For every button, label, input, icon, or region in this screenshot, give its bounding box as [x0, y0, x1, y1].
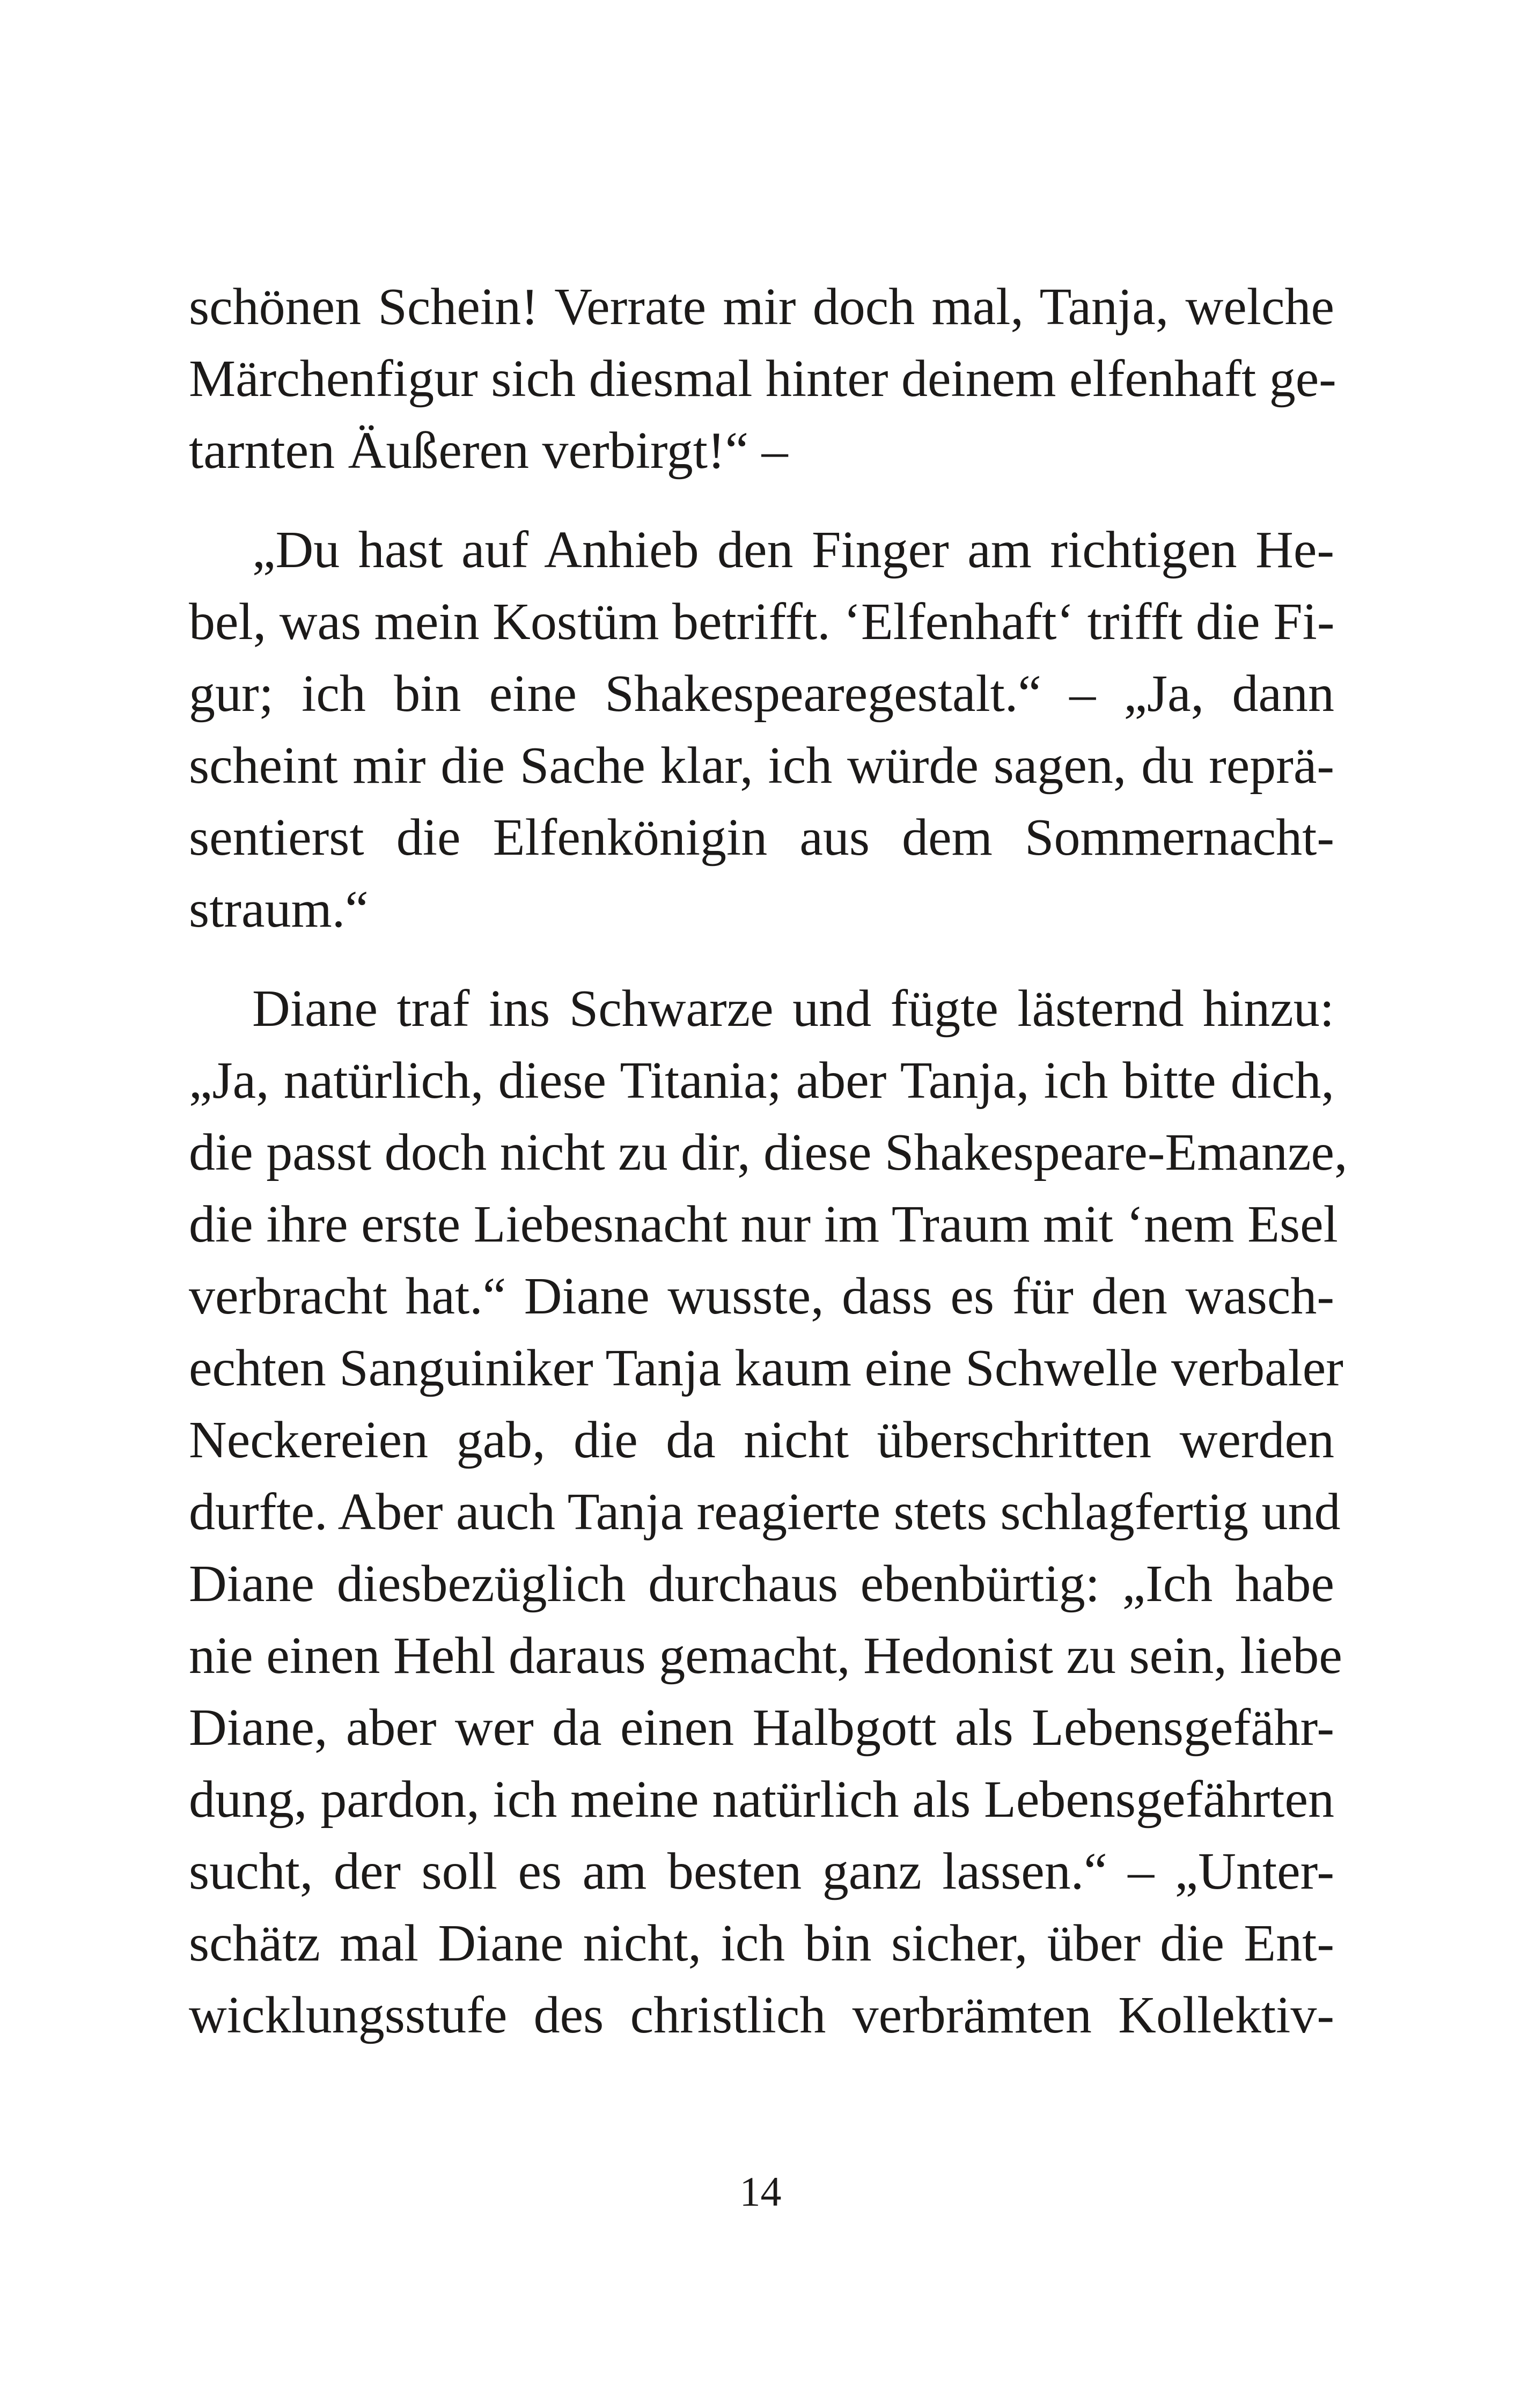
text-line: Diane, aber wer da einen Halbgott als Lebensgefähr- — [189, 1699, 1334, 1757]
text-line: „Du hast auf Anhieb den Finger am richtigen He- — [252, 521, 1334, 579]
text-line: tarnten Äußeren verbirgt!“ – — [189, 422, 788, 480]
text-line: wicklungsstufe des christlich verbrämten Kollektiv- — [189, 1986, 1334, 2044]
text-line: echten Sanguiniker Tanja kaum eine Schwelle verbaler — [189, 1339, 1343, 1397]
text-line: sucht, der soll es am besten ganz lassen.“ – „Unter- — [189, 1842, 1334, 1900]
text-line: schätz mal Diane nicht, ich bin sicher, über die Ent- — [189, 1914, 1334, 1972]
text-line: scheint mir die Sache klar, ich würde sagen, du reprä- — [189, 737, 1334, 795]
text-line: sentierst die Elfenkönigin aus dem Sommernacht- — [189, 809, 1334, 867]
text-line: nie einen Hehl daraus gemacht, Hedonist zu sein, liebe — [189, 1627, 1342, 1685]
paragraph-3 — [189, 973, 1348, 2051]
text-line: Diane traf ins Schwarze und fügte lästernd hinzu: — [252, 980, 1334, 1038]
text-line: Neckereien gab, die da nicht überschritten werden — [189, 1411, 1334, 1469]
text-line: „Ja, natürlich, diese Titania; aber Tanja, ich bitte dich, — [189, 1052, 1334, 1110]
text-line: bel, was mein Kostüm betrifft. ‘Elfenhaft‘ trifft die Fi- — [189, 593, 1335, 651]
text-line: schönen Schein! Verrate mir doch mal, Tanja, welche — [189, 278, 1334, 336]
text-line: durfte. Aber auch Tanja reagierte stets schlagfertig und — [189, 1483, 1341, 1541]
text-line: die ihre erste Liebesnacht nur im Traum mit ‘nem Esel — [189, 1195, 1338, 1253]
text-line: gur; ich bin eine Shakespearegestalt.“ – „Ja, dann — [189, 665, 1334, 723]
page-number: 14 — [739, 2168, 782, 2215]
paragraph-2 — [189, 514, 1334, 945]
paragraph-gap — [189, 487, 1334, 514]
body-text — [189, 271, 1348, 2051]
text-line: verbracht hat.“ Diane wusste, dass es für den wasch- — [189, 1267, 1334, 1325]
paragraph-1 — [189, 271, 1334, 487]
paragraph-gap — [189, 945, 1334, 973]
text-line: Märchenfigur sich diesmal hinter deinem elfenhaft ge- — [189, 350, 1336, 408]
text-line: Diane diesbezüglich durchaus ebenbürtig: „Ich habe — [189, 1555, 1334, 1613]
text-line: die passt doch nicht zu dir, diese Shakespeare-Emanze, — [189, 1124, 1348, 1181]
text-line: dung, pardon, ich meine natürlich als Lebensgefährten — [189, 1771, 1334, 1829]
text-line: straum.“ — [189, 880, 369, 938]
